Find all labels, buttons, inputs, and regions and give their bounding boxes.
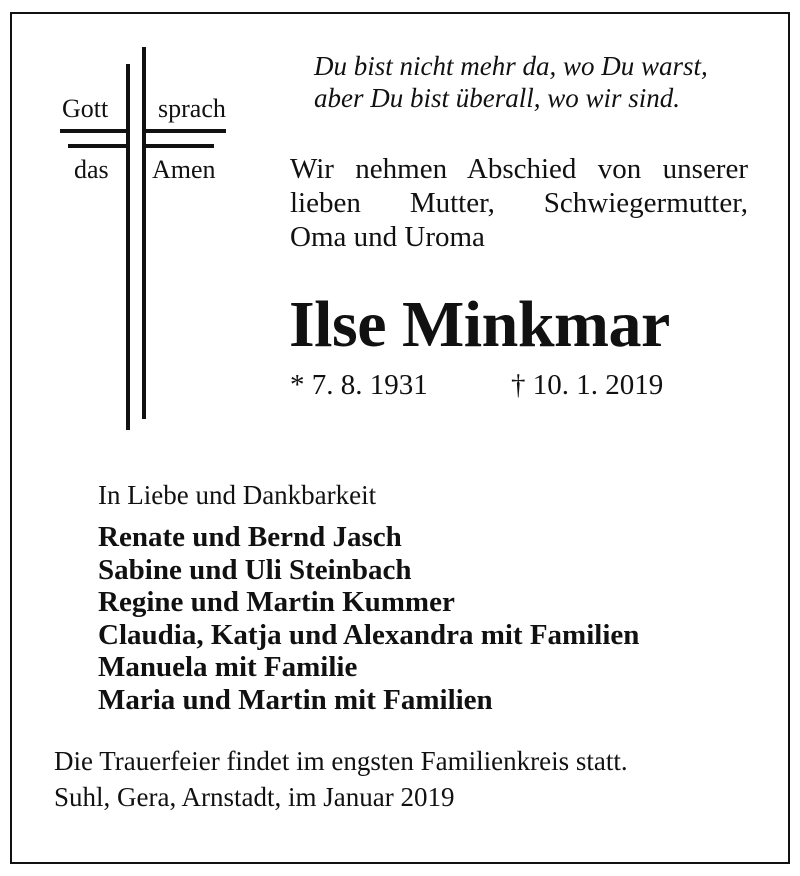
intro-line: Oma und Uroma [290, 221, 485, 253]
mourner-entry: Renate und Bernd Jasch [98, 521, 402, 553]
intro-line: Wir nehmen Abschied von unserer [290, 153, 748, 185]
cross-word-top-right: sprach [158, 94, 226, 123]
mourner-entry: Sabine und Uli Steinbach [98, 553, 412, 586]
mourner-entry: Manuela mit Familie [98, 651, 358, 683]
mourner-entry: Regine und Martin Kummer [98, 586, 455, 618]
motto [314, 50, 708, 114]
motto-line: aber Du bist überall, wo wir sind. [314, 83, 681, 113]
cross-word-bottom-right: Amen [152, 155, 216, 184]
footer [54, 743, 628, 815]
birth-date: * 7. 8. 1931 [290, 369, 428, 401]
deceased-name: Ilse Minkmar [289, 288, 670, 361]
cross-word-bottom-left: das [74, 155, 109, 184]
mourner-entry: Claudia, Katja und Alexandra mit Familien [98, 618, 640, 651]
cross-word-top-left: Gott [62, 94, 109, 123]
place-date-line: Suhl, Gera, Arnstadt, im Januar 2019 [54, 782, 455, 812]
intro-line: lieben Mutter, Schwiegermutter, [290, 187, 748, 219]
intro-text [290, 152, 748, 254]
thanks-line: In Liebe und Dankbarkeit [98, 480, 377, 510]
mourners-list [98, 521, 639, 716]
death-date: † 10. 1. 2019 [511, 369, 664, 401]
mourner-entry: Maria und Martin mit Familien [98, 683, 493, 716]
motto-line: Du bist nicht mehr da, wo Du warst, [314, 51, 708, 81]
ceremony-note: Die Trauerfeier findet im engsten Familienkreis statt. [54, 746, 628, 776]
